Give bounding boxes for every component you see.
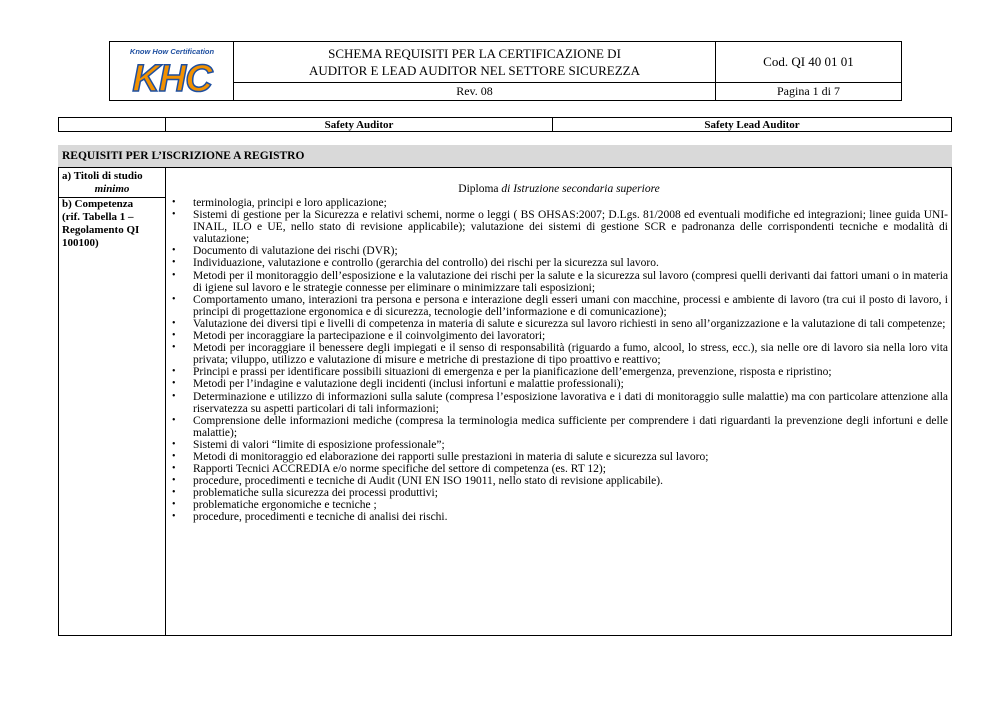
company-logo [109, 41, 234, 101]
list-item: • procedure, procedimenti e tecniche di analisi dei rischi. [170, 511, 948, 523]
list-item: • terminologia, principi e loro applicazione; [170, 197, 948, 209]
list-item: • Sistemi di gestione per la Sicurezza e relativi schemi, norme o leggi ( BS OHSAS:2007; D.Lgs. 81/2008 ed eventuali modifiche ed integrazioni; linee guida UNI-INAIL, ILO e UE, nello stato di revisione applicabile); valutazione dei sistemi di gestione SCR e padronanza delle corrispondenti tecniche e modalità di valutazione; [170, 209, 948, 245]
logo-mark: KHC [131, 58, 212, 97]
diploma-detail: di Istruzione secondaria superiore [501, 183, 660, 195]
list-item: • Comprensione delle informazioni mediche (compresa la terminologia medica sufficiente per comprendere i dati riguardanti la prevenzione degli infortuni e delle malattie); [170, 415, 948, 439]
revision-number: Rev. 08 [234, 83, 716, 101]
competenza-label-line: Regolamento QI [62, 224, 140, 236]
competenza-label-line: 100100) [62, 237, 99, 249]
titoli-sublabel: minimo [94, 183, 130, 195]
list-item: • Comportamento umano, interazioni tra persona e persona e interazione degli esseri umani con macchine, processi e ambiente di lavoro (tra cui il posto di lavoro, i principi di progettazione ergonomica e di sicurezza, tecnologie dell’informazione e di comunicazione); [170, 294, 948, 318]
list-item: • Individuazione, valutazione e controllo (gerarchia del controllo) dei rischi per la sicurezza sul lavoro. [170, 257, 948, 269]
competenza-label [62, 198, 139, 250]
competenza-label-line: b) Competenza [62, 198, 134, 210]
role-auditor: Safety Auditor [166, 117, 553, 132]
title-line-1: SCHEMA REQUISITI PER LA CERTIFICAZIONE DI [328, 46, 621, 61]
list-item: • problematiche sulla sicurezza dei processi produttivi; [170, 487, 948, 499]
list-item: • procedure, procedimenti e tecniche di Audit (UNI EN ISO 19011, nello stato di revisione applicabile). [170, 475, 948, 487]
list-item: • Metodi per l’indagine e valutazione degli incidenti (inclusi infortuni e malattie professionali); [170, 378, 948, 390]
list-item: • Rapporti Tecnici ACCREDIA e/o norme specifiche del settore di competenza (es. RT 12); [170, 463, 948, 475]
role-lead-auditor: Safety Lead Auditor [553, 117, 952, 132]
logo-tagline: Know How Certification [129, 47, 214, 56]
page-number: Pagina 1 di 7 [716, 83, 902, 101]
competenza-label-line: (rif. Tabella 1 – [62, 211, 134, 223]
titoli-label: a) Titoli di studio [62, 170, 143, 182]
list-item: • Metodi di monitoraggio ed elaborazione dei rapporti sulle prestazioni in materia di salute e sicurezza sul lavoro; [170, 451, 948, 463]
diploma-prefix: Diploma [458, 183, 499, 195]
document-title [234, 41, 716, 83]
list-item: • Metodi per incoraggiare il benessere degli impiegati e il senso di responsabilità (riguardo a fumo, alcool, lo stress, ecc.), sia nelle ore di lavoro sia nella loro vita privata; viluppo, utilizzo e valutazione di misure e metriche di prestazione di tipo proattivo e reattivo; [170, 342, 948, 366]
list-item: • problematiche ergonomiche e tecniche ; [170, 499, 948, 511]
title-line-2: AUDITOR E LEAD AUDITOR NEL SETTORE SICUREZZA [308, 63, 640, 78]
list-item: • Documento di valutazione dei rischi (DVR); [170, 245, 948, 257]
competence-list [170, 197, 948, 524]
list-item: • Metodi per il monitoraggio dell’esposizione e la valutazione dei rischi per la salute e la sicurezza sul lavoro (compresi quelli derivanti dai fattori umani o in materia di igiene sul lavoro e le strategie connesse per eliminare o minimizzare tali esposizioni; [170, 270, 948, 294]
list-item: • Metodi per incoraggiare la partecipazione e il coinvolgimento dei lavoratori; [170, 330, 948, 342]
list-item: • Sistemi di valori “limite di esposizione professionale”; [170, 439, 948, 451]
list-item: • Valutazione dei diversi tipi e livelli di competenza in materia di salute e sicurezza sul lavoro richiesti in seno all’organizzazione e la valutazione di tali competenze; [170, 318, 948, 330]
diploma-requirement [166, 183, 952, 195]
section-title: REQUISITI PER L’ISCRIZIONE A REGISTRO [58, 145, 952, 168]
role-header-empty [58, 117, 166, 132]
list-item: • Determinazione e utilizzo di informazioni sulla salute (compresa l’esposizione lavorativa e i dati di monitoraggio sulle malattie) ma con particolare attenzione alla riservatezza su aspetti particolari di tali informazioni; [170, 391, 948, 415]
document-code: Cod. QI 40 01 01 [716, 41, 902, 83]
khc-logo-graphic [116, 45, 228, 97]
list-item: • Principi e prassi per identificare possibili situazioni di emergenza e per la pianificazione dell’emergenza, prevenzione, risposta e ripristino; [170, 366, 948, 378]
